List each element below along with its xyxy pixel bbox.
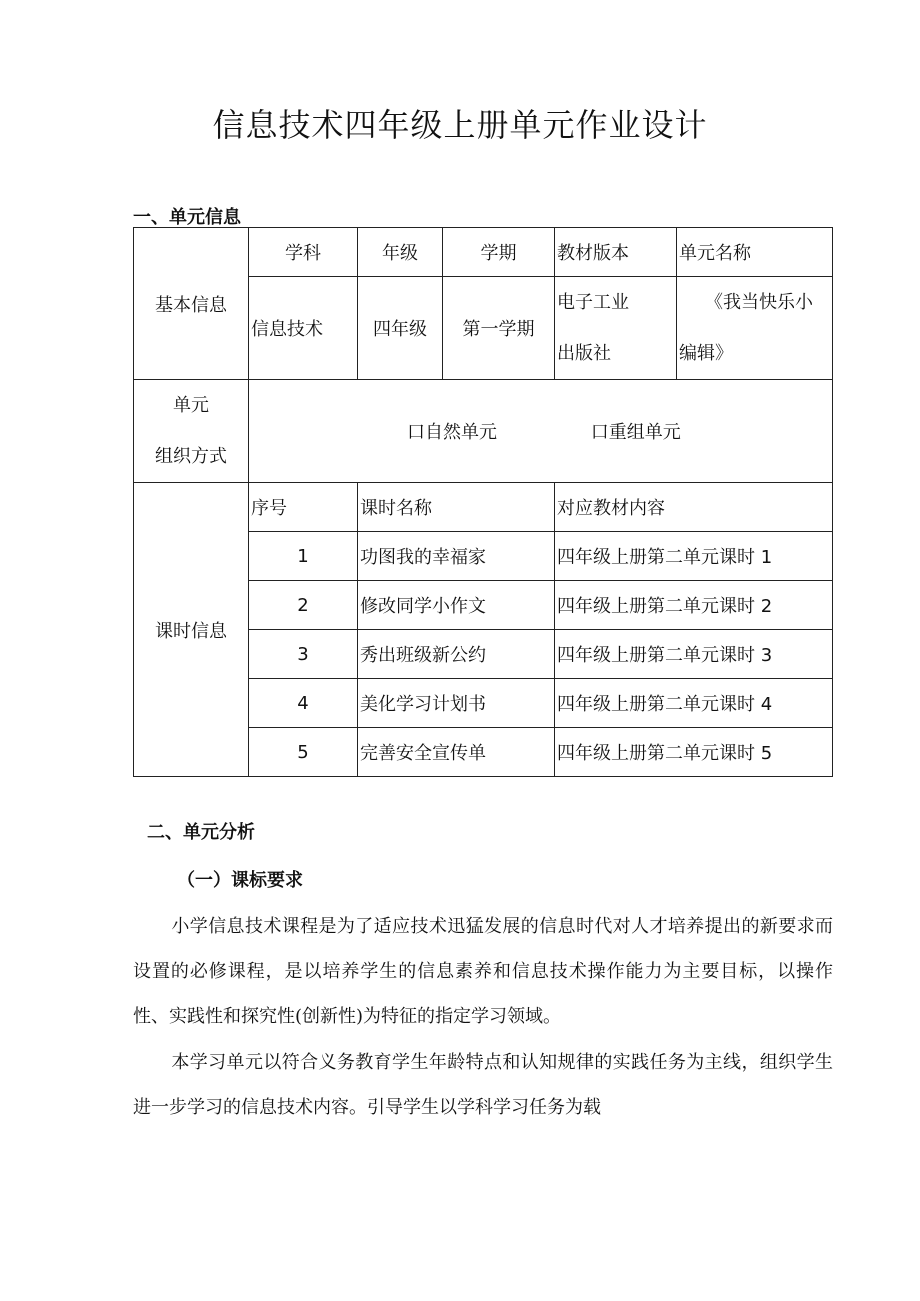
value-term: 第一学期 xyxy=(443,277,555,380)
paragraph-unit-intro xyxy=(133,1040,833,1130)
lesson-content: 四年级上册第二单元课时 5 xyxy=(555,728,833,777)
lesson-no: 4 xyxy=(249,679,358,728)
org-mode-label-line-2: 组织方式 xyxy=(155,446,227,467)
value-subject: 信息技术 xyxy=(249,277,358,380)
header-grade: 年级 xyxy=(358,228,443,277)
lesson-header-content: 对应教材内容 xyxy=(555,483,833,532)
value-unit-name xyxy=(677,277,833,380)
lesson-content: 四年级上册第二单元课时 3 xyxy=(555,630,833,679)
subsection-heading-curriculum: （一）课标要求 xyxy=(177,870,303,891)
lesson-no: 5 xyxy=(249,728,358,777)
value-grade: 四年级 xyxy=(358,277,443,380)
section-heading-unit-analysis: 二、单元分析 xyxy=(147,822,255,843)
lesson-no: 3 xyxy=(249,630,358,679)
header-textbook-edition: 教材版本 xyxy=(555,228,677,277)
paragraph-curriculum xyxy=(133,904,833,1039)
lesson-header-no: 序号 xyxy=(249,483,358,532)
lesson-no: 2 xyxy=(249,581,358,630)
value-textbook-line-1: 电子工业 xyxy=(557,292,629,313)
lesson-content: 四年级上册第二单元课时 1 xyxy=(555,532,833,581)
org-mode-options xyxy=(249,380,833,483)
header-term: 学期 xyxy=(443,228,555,277)
org-mode-label xyxy=(134,380,249,483)
paragraph-unit-intro-text: 本学习单元以符合义务教育学生年龄特点和认知规律的实践任务为主线，组织学生进一步学习的信息技术内容。引导学生以学科学习任务为载 xyxy=(133,1052,833,1118)
unit-info-table xyxy=(133,227,833,777)
lesson-name: 完善安全宣传单 xyxy=(358,728,555,777)
lesson-content: 四年级上册第二单元课时 2 xyxy=(555,581,833,630)
header-unit-name: 单元名称 xyxy=(677,228,833,277)
basic-info-label: 基本信息 xyxy=(134,228,249,380)
lesson-no: 1 xyxy=(249,532,358,581)
value-unit-name-line-2: 编辑》 xyxy=(679,343,733,364)
header-subject: 学科 xyxy=(249,228,358,277)
value-textbook-edition xyxy=(555,277,677,380)
option-reorganized-unit: 口重组单元 xyxy=(590,422,681,443)
lesson-header-name: 课时名称 xyxy=(358,483,555,532)
section-heading-unit-info: 一、单元信息 xyxy=(133,207,241,228)
value-unit-name-line-1: 《我当快乐小 xyxy=(705,292,813,313)
lesson-name: 修改同学小作文 xyxy=(358,581,555,630)
document-title: 信息技术四年级上册单元作业设计 xyxy=(212,106,708,144)
lesson-name: 秀出班级新公约 xyxy=(358,630,555,679)
option-natural-unit: 口自然单元 xyxy=(407,422,497,443)
value-textbook-line-2: 出版社 xyxy=(557,343,611,364)
org-mode-label-line-1: 单元 xyxy=(173,395,209,416)
paragraph-curriculum-text: 小学信息技术课程是为了适应技术迅猛发展的信息时代对人才培养提出的新要求而设置的必修课程，是以培养学生的信息素养和信息技术操作能力为主要目标，以操作性、实践性和探究性(创新性)为特征的指定学习领域。 xyxy=(133,916,833,1027)
lesson-info-label: 课时信息 xyxy=(134,483,249,777)
lesson-name: 功图我的幸福家 xyxy=(358,532,555,581)
lesson-name: 美化学习计划书 xyxy=(358,679,555,728)
lesson-content: 四年级上册第二单元课时 4 xyxy=(555,679,833,728)
